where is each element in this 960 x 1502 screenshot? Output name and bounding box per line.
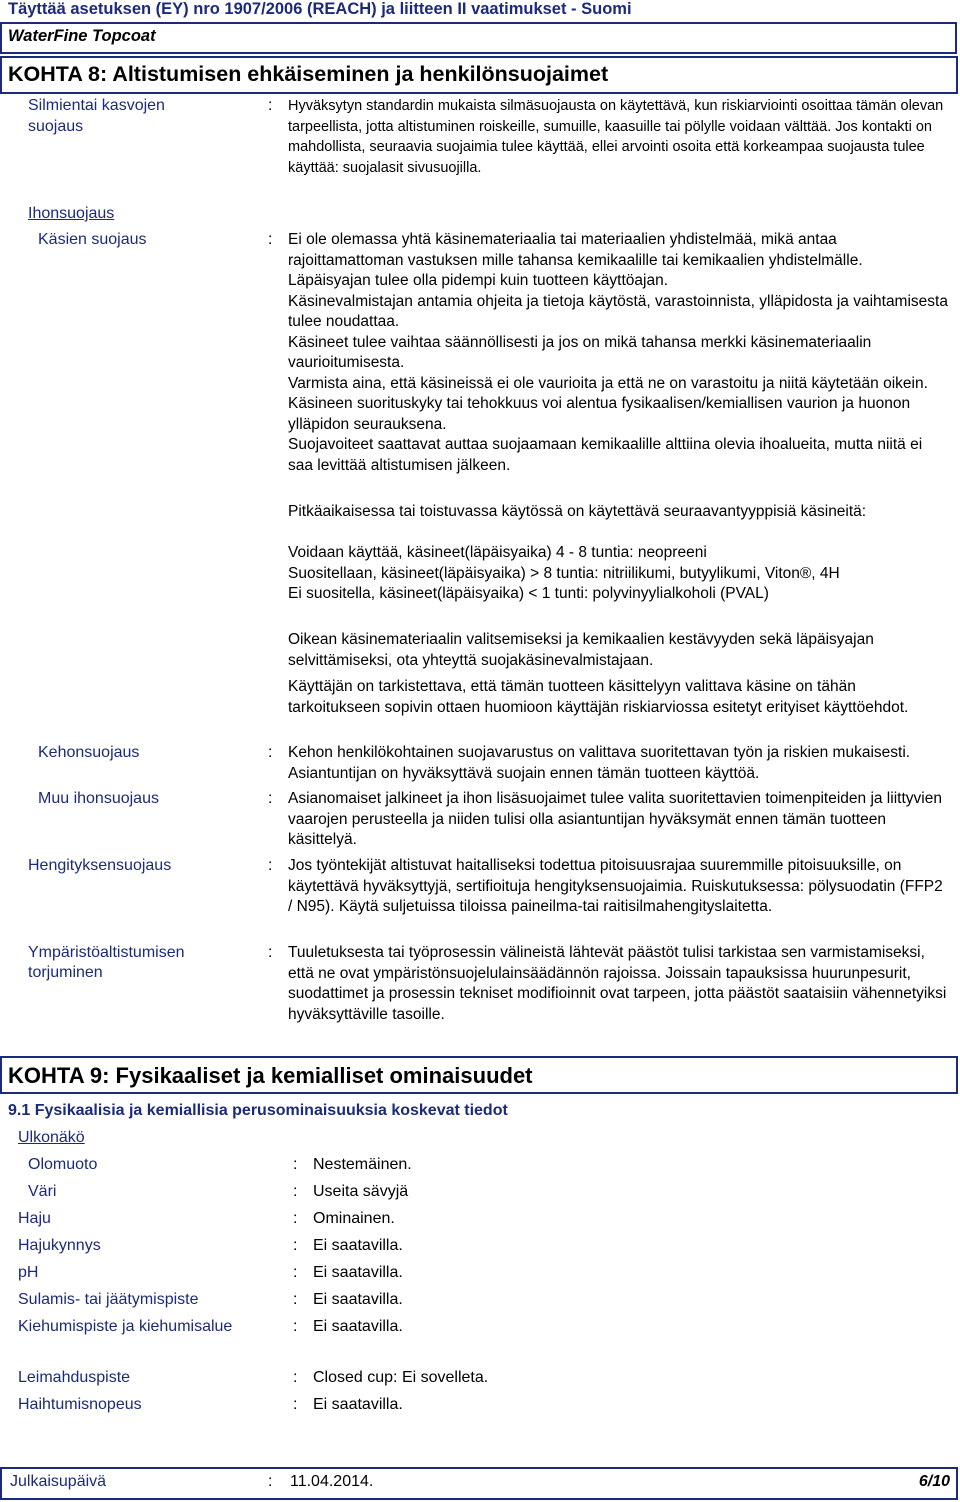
- body-colon: :: [268, 744, 273, 761]
- property-label: Haju: [18, 1210, 51, 1227]
- glove-recommendations: [288, 543, 948, 605]
- environmental-label-2: torjuminen: [28, 964, 103, 981]
- property-label: Hajukynnys: [18, 1237, 101, 1254]
- body-protection-label: Kehonsuojaus: [38, 744, 140, 761]
- glove-line-2: Suositellaan, käsineet(läpäisyaika) > 8 tuntia: nitriilikumi, butyylikumi, Viton®, 4H: [288, 564, 840, 582]
- hand-colon: :: [268, 231, 273, 248]
- respiratory-protection-label: Hengityksensuojaus: [28, 857, 172, 874]
- eye-protection-label-2: suojaus: [28, 118, 84, 135]
- footer-colon: :: [268, 1473, 273, 1490]
- glove-final-para-1: Oikean käsinemateriaalin valitsemiseksi ja kemikaalien kestävyyden sekä läpäisyajan selvittämiseksi, ota yhteyttä suojakäsinevalmistajaan.: [288, 631, 874, 669]
- environmental-label-1: Ympäristöaltistumisen: [28, 944, 185, 961]
- hand-protection-label: Käsien suojaus: [38, 231, 147, 248]
- page-number: 6/10: [918, 1473, 950, 1490]
- section-8-title: KOHTA 8: Altistumisen ehkäiseminen ja henkilönsuojaimet: [8, 62, 609, 86]
- property-label: Haihtumisnopeus: [18, 1396, 142, 1413]
- property-value: Useita sävyjä: [313, 1183, 409, 1200]
- property-label: Sulamis- tai jäätymispiste: [18, 1291, 199, 1308]
- hand-protection-text: [288, 230, 948, 476]
- property-value: Ei saatavilla.: [313, 1237, 403, 1254]
- glove-line-3: Ei suositella, käsineet(läpäisyaika) < 1 tunti: polyvinyylialkoholi (PVAL): [288, 585, 769, 602]
- body-protection-text: Kehon henkilökohtainen suojavarustus on valittava suoritettavan työn ja riskien mukaisesti. Asiantuntijan on hyväksyttävä suojain ennen tämän tuotteen käyttöä.: [288, 744, 911, 782]
- section-9-title: KOHTA 9: Fysikaaliset ja kemialliset ominaisuudet: [8, 1063, 533, 1088]
- glove-final-para-2: Käyttäjän on tarkistettava, että tämän tuotteen käsittelyyn valittava käsine on tähän tarkoitukseen sopivin ottaen huomioon käyttäjän riskiarviossa esitetyt erityiset käyttöehdot.: [288, 678, 909, 716]
- respiratory-colon: :: [268, 857, 273, 874]
- other-skin-colon: :: [268, 790, 273, 807]
- eye-protection-text: Hyväksytyn standardin mukaista silmäsuojausta on käytettävä, kun riskiarviointi osoittaa tämän olevan tarpeellista, jotta altistuminen roiskeille, sumuille, kaasuille tai pölylle voidaan välttää. Jos kontakti on mahdollista, seuraavia suojaimia tulee käyttää, ellei arvointi osoita että korkeampaa suojausta tulee käyttää: suojalasit sivusuojilla.: [288, 98, 944, 176]
- property-value: Ei saatavilla.: [313, 1291, 403, 1308]
- property-colon: :: [293, 1237, 298, 1254]
- section-9-subtitle: 9.1 Fysikaalisia ja kemiallisia perusominaisuuksia koskevat tiedot: [8, 1102, 508, 1119]
- hand-para-3: Käsinevalmistajan antamia ohjeita ja tietoja käytöstä, varastoinnista, ylläpidosta ja vaihtamisesta tulee noudattaa.: [288, 292, 948, 330]
- issue-date-label: Julkaisupäivä: [10, 1473, 107, 1490]
- property-label: Kiehumispiste ja kiehumisalue: [18, 1318, 233, 1335]
- hand-para-7: Suojavoiteet saattavat auttaa suojaamaan kemikaalille alttiina olevia ihoalueita, mutta niitä ei saa levittää altistumisen jälkeen.: [288, 436, 923, 474]
- product-name: WaterFine Topcoat: [8, 27, 156, 45]
- property-colon: :: [293, 1210, 298, 1227]
- property-label: Olomuoto: [28, 1156, 98, 1173]
- property-value: Ominainen.: [313, 1210, 395, 1227]
- environmental-colon: :: [268, 944, 273, 961]
- document-title: Täyttää asetuksen (EY) nro 1907/2006 (REACH) ja liitteen II vaatimukset - Suomi: [8, 0, 632, 18]
- property-colon: :: [293, 1318, 298, 1335]
- property-value: Closed cup: Ei sovelleta.: [313, 1369, 489, 1386]
- property-colon: :: [293, 1396, 298, 1413]
- property-colon: :: [293, 1264, 298, 1281]
- property-label: Väri: [28, 1183, 57, 1200]
- hand-para-1: Ei ole olemassa yhtä käsinemateriaalia tai materiaalien yhdistelmää, mikä antaa rajoittamattoman vastuksen mille tahansa kemikaalille tai kemikaalien yhdistelmälle.: [288, 231, 863, 269]
- respiratory-protection-text: Jos työntekijät altistuvat haitalliseksi todettua pitoisuusrajaa suuremmille pitoisuuksille, on käytettävä hyväksyttyjä, sertifioituja hengityksensuojaimia. Ruiskutuksessa: pölysuodatin (FFP2 / N95). Käytä suljetuissa tiloissa paineilma-tai raitisilmahengityslaitetta.: [288, 857, 943, 915]
- glove-final-text: [288, 630, 948, 718]
- environmental-text: Tuuletuksesta tai työprosessin välineistä lähtevät päästöt tulisi tarkistaa sen varmistamiseksi, että ne ovat ympäristönsuojelulainsäädännön rajoissa. Joissain tapauksissa huurunpesurit, suodattimet ja prosessin tekniset modifioinnit ovat tarpeen, jotta päästöt saataisiin vähennetyiksi hyväksyttäville tasoille.: [288, 944, 947, 1023]
- other-skin-protection-label: Muu ihonsuojaus: [38, 790, 159, 807]
- issue-date: 11.04.2014.: [290, 1473, 374, 1490]
- appearance-label: Ulkonäkö: [18, 1129, 85, 1146]
- glove-line-1: Voidaan käyttää, käsineet(läpäisyaika) 4 - 8 tuntia: neopreeni: [288, 544, 707, 561]
- long-term-use-text: Pitkäaikaisessa tai toistuvassa käytössä on käytettävä seuraavantyyppisiä käsineitä:: [288, 503, 867, 520]
- property-value: Ei saatavilla.: [313, 1396, 403, 1413]
- property-colon: :: [293, 1156, 298, 1173]
- property-colon: :: [293, 1291, 298, 1308]
- property-label: pH: [18, 1264, 39, 1281]
- hand-para-2: Läpäisyajan tulee olla pidempi kuin tuotteen käyttöajan.: [288, 272, 669, 289]
- property-value: Ei saatavilla.: [313, 1318, 403, 1335]
- skin-protection-label: Ihonsuojaus: [28, 205, 115, 222]
- property-label: Leimahduspiste: [18, 1369, 131, 1386]
- eye-colon: :: [268, 97, 273, 114]
- hand-para-6: Käsineen suorituskyky tai tehokkuus voi alentua fysikaalisen/kemiallisen vaurion ja huonon ylläpidon seurauksena.: [288, 395, 911, 433]
- property-colon: :: [293, 1369, 298, 1386]
- hand-para-4: Käsineet tulee vaihtaa säännöllisesti ja jos on mikä tahansa merkki käsinemateriaalin vaurioitumisesta.: [288, 333, 872, 371]
- eye-protection-label-1: Silmientai kasvojen: [28, 97, 165, 114]
- property-value: Nestemäinen.: [313, 1156, 412, 1173]
- hand-para-5: Varmista aina, että käsineissä ei ole vaurioita ja että ne on varastoitu ja niitä käytetään oikein.: [288, 374, 928, 392]
- property-colon: :: [293, 1183, 298, 1200]
- property-value: Ei saatavilla.: [313, 1264, 403, 1281]
- footer: [0, 1467, 958, 1500]
- other-skin-protection-text: Asianomaiset jalkineet ja ihon lisäsuojaimet tulee valita suoritettavien toimenpiteiden ja liittyvien vaarojen perusteella ja niiden tulisi olla asiantuntijan hyväksymät ennen tämän tuotteen käsittelyä.: [288, 790, 942, 848]
